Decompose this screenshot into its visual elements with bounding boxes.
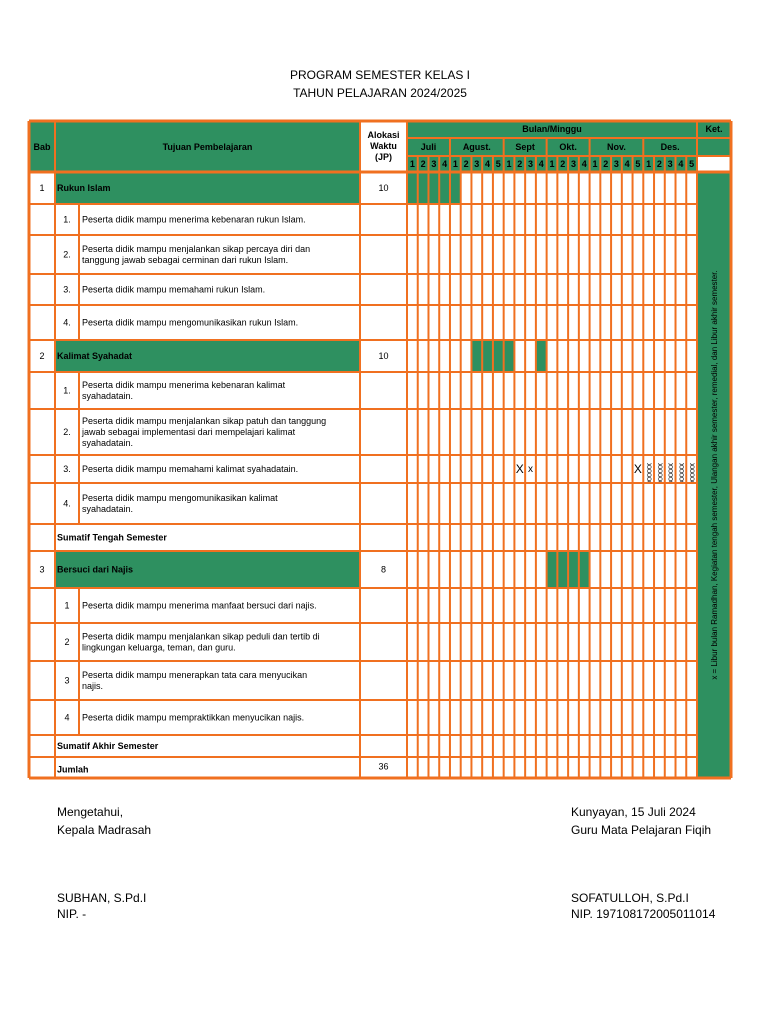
header-week-number: 2 [420,159,426,169]
header-month: Agust. [462,142,491,152]
schedule-week-fill [450,172,461,204]
sign-right-line2: Guru Mata Pelajaran Fiqih [571,823,712,837]
header-week-number: 1 [506,159,512,169]
header-week-number: 5 [495,159,501,169]
header-alokasi: Waktu [370,141,397,151]
tp-text: Peserta didik mampu mempraktikkan menyucikan najis. [82,712,305,723]
header-week-number: 1 [452,159,458,169]
holiday-mark-column: xxxxx [655,463,665,483]
schedule-week-fill [439,172,450,204]
header-week-number: 4 [624,159,630,169]
document-subtitle: TAHUN PELAJARAN 2024/2025 [293,86,467,100]
header-month: Juli [420,142,437,152]
tp-text: syahadatain. [82,438,134,448]
tp-text: Peserta didik mampu menjalankan sikap patuh dan tanggung [82,416,327,426]
tp-number: 2. [63,249,71,260]
tp-text: najis. [82,681,104,691]
header-week-number: 4 [442,159,448,169]
tp-text: syahadatain. [82,391,134,401]
schedule-week-fill [536,340,547,372]
schedule-week-fill [482,340,493,372]
bab-jp: 10 [378,351,389,361]
header-week-number: 4 [581,159,587,169]
header-week-number: 4 [538,159,544,169]
tp-number: 4 [64,712,70,723]
header-week-number: 3 [667,159,673,169]
tp-text: Peserta didik mampu memahami kalimat syahadatain. [82,464,299,474]
tp-text: Peserta didik mampu menerapkan tata cara menyucikan [82,670,308,680]
tp-text: Peserta didik mampu menerima kebenaran kalimat [82,380,286,390]
bab-jp: 8 [380,564,387,575]
tp-text: jawab sebagai implementasi dari mempelajari kalimat [82,427,296,437]
sign-left-name: SUBHAN, S.Pd.I [57,891,147,905]
total-label: Jumlah [57,764,89,775]
tp-text: syahadatain. [82,504,134,514]
bab-title: Kalimat Syahadat [57,351,133,361]
tp-text: Peserta didik mampu mengomunikasikan rukun Islam. [82,317,299,328]
header-week-number: 1 [549,159,555,169]
header-week-number: 1 [646,159,652,169]
header-week-number: 3 [431,159,437,169]
schedule-week-fill [407,172,418,204]
sumatif-label: Sumatif Tengah Semester [57,532,167,543]
sumatif-label: Sumatif Akhir Semester [57,741,159,751]
bab-title: Bersuci dari Najis [57,564,134,575]
holiday-mark-column: xxxxx [666,463,676,483]
header-week-number: 4 [678,159,684,169]
bab-jp: 10 [378,183,389,193]
sign-left-line1: Mengetahui, [57,805,124,819]
header-month: Okt. [559,142,577,152]
header-tujuan: Tujuan Pembelajaran [162,142,253,152]
document-title: PROGRAM SEMESTER KELAS I [289,68,471,82]
bab-number: 3 [39,564,45,575]
bab-title: Rukun Islam [57,183,111,193]
header-alokasi: Alokasi [367,130,400,140]
sign-right-line1: Kunyayan, 15 Juli 2024 [571,805,696,819]
schedule-week-fill [471,340,482,372]
header-alokasi: (JP) [374,152,393,162]
header-week-number: 2 [517,159,523,169]
header-bulan-minggu: Bulan/Minggu [522,124,582,134]
header-week-number: 3 [474,159,480,169]
tp-text: lingkungan keluarga, teman, dan guru. [82,642,236,653]
tp-number: 1. [63,385,71,396]
header-week-number: 1 [409,159,415,169]
header-week-number: 2 [560,159,566,169]
schedule-week-fill [568,551,579,588]
ket-description: x = Libur bulan Ramadhan, Kegiatan tengah semester, Ulangan akhir semester, remedial, dan Libur akhir semester. [710,270,719,680]
header-ket: Ket. [705,124,723,134]
sign-right-nip: NIP. 197108172005011014 [571,907,716,921]
bab-number: 1 [39,183,45,193]
schedule-week-fill [504,340,515,372]
sign-left-line2: Kepala Madrasah [57,823,152,837]
tp-number: 2 [64,637,70,647]
tp-text: Peserta didik mampu mengomunikasikan kalimat [82,493,278,503]
header-week-number: 2 [656,159,662,169]
header-week-number: 5 [689,159,695,169]
tp-number: 1 [64,600,70,611]
header-week-number: 1 [592,159,598,169]
tp-text: Peserta didik mampu menerima kebenaran rukun Islam. [82,214,306,225]
schedule-week-fill [547,551,558,588]
tp-number: 4. [63,498,71,509]
sign-left-nip: NIP. - [57,907,87,921]
tp-number: 4. [63,317,71,328]
holiday-mark: X [515,462,524,476]
total-jp: 36 [378,761,389,772]
holiday-mark: x [528,464,534,475]
holiday-mark-column: xxxxx [687,463,697,483]
header-week-number: 3 [570,159,576,169]
sign-right-name: SOFATULLOH, S.Pd.I [571,891,689,905]
header-week-number: 3 [528,159,534,169]
tp-text: tanggung jawab sebagai cerminan dari rukun Islam. [82,255,289,265]
header-week-number: 4 [485,159,491,169]
header-bab: Bab [33,142,51,152]
bab-number: 2 [39,351,45,361]
tp-number: 2. [63,427,71,437]
tp-number: 3 [64,675,70,686]
schedule-week-fill [428,172,439,204]
holiday-mark-column: xxxxx [676,463,686,483]
header-week-number: 3 [613,159,619,169]
tp-text: Peserta didik mampu menerima manfaat bersuci dari najis. [82,600,317,611]
header-month: Des. [660,142,680,152]
header-week-number: 5 [635,159,641,169]
header-month: Nov. [607,142,626,152]
tp-number: 3. [63,464,71,474]
schedule-week-fill [579,551,590,588]
schedule-week-fill [493,340,504,372]
tp-number: 3. [63,284,71,295]
holiday-mark-column: xxxxx [644,463,654,483]
header-month: Sept [515,142,535,152]
tp-text: Peserta didik mampu menjalankan sikap percaya diri dan [82,244,311,254]
tp-text: Peserta didik mampu memahami rukun Islam. [82,284,266,295]
tp-text: Peserta didik mampu menjalankan sikap peduli dan tertib di [82,631,320,642]
schedule-week-fill [557,551,568,588]
holiday-mark: X [633,462,642,476]
tp-number: 1. [63,214,71,225]
header-week-number: 2 [463,159,469,169]
schedule-week-fill [418,172,429,204]
header-week-number: 2 [603,159,609,169]
